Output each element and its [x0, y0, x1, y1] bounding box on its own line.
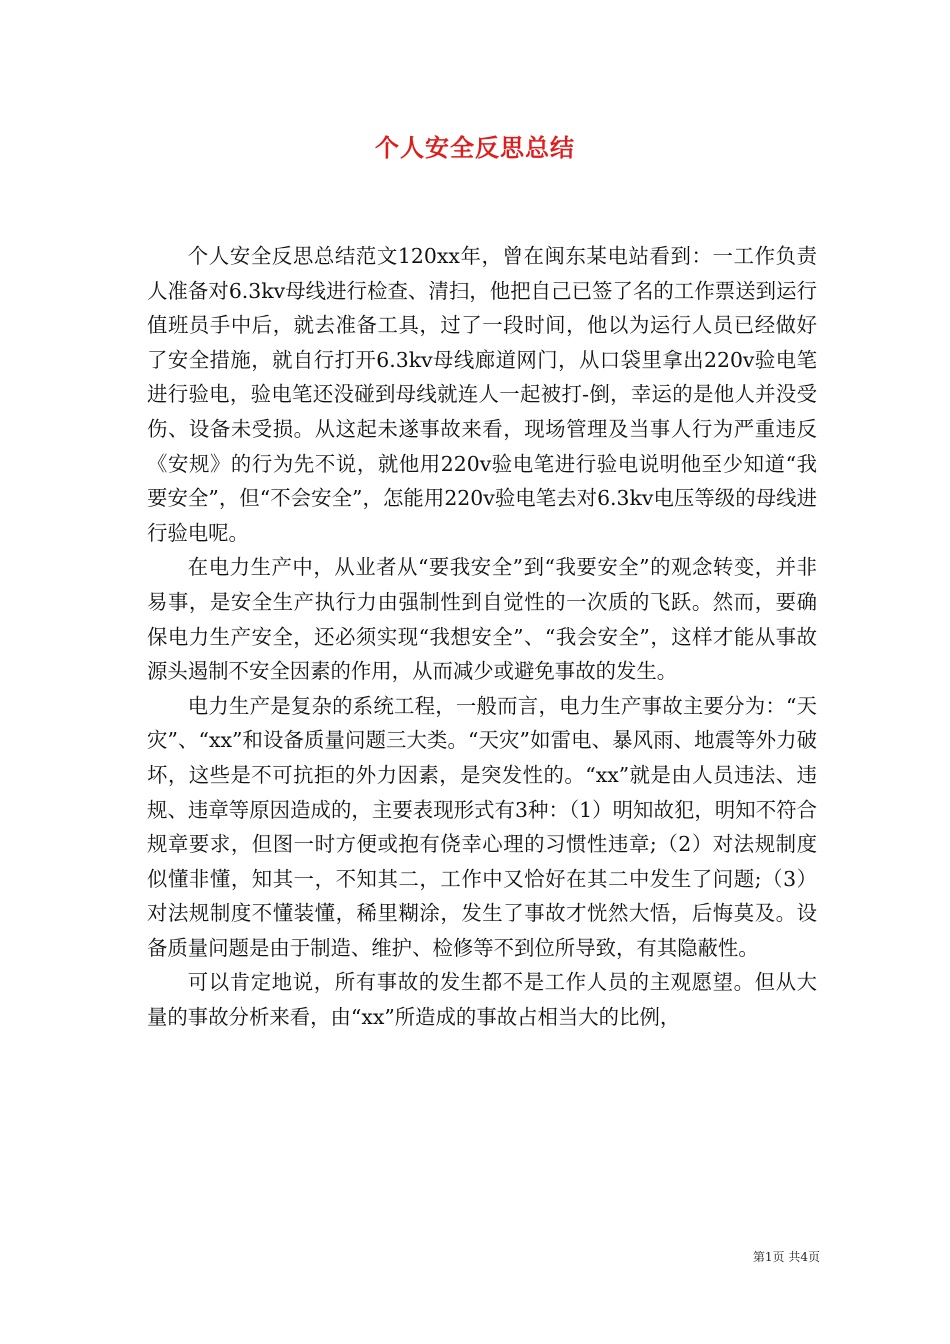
- paragraph-3: 电力生产是复杂的系统工程，一般而言，电力生产事故主要分为：“天灾”、“xx”和设备质量问题三大类。“天灾”如雷电、暴风雨、地震等外力破坏，这些是不可抗拒的外力因素，是突发性的。“xx”就是由人员违法、违规、违章等原因造成的，主要表现形式有3种：（1）明知故犯，明知不符合规章要求，但图一时方便或抱有侥幸心理的习惯性违章;（2）对法规制度似懂非懂，知其一，不知其二，工作中又恰好在其二中发生了问题;（3）对法规制度不懂装懂，稀里糊涂，发生了事故才恍然大悟，后悔莫及。设备质量问题是由于制造、维护、检修等不到位所导致，有其隐蔽性。: [147, 693, 817, 960]
- paragraph-2: 在电力生产中，从业者从“要我安全”到“我要安全”的观念转变，并非易事，是安全生产执行力由强制性到自觉性的一次质的飞跃。然而，要确保电力生产安全，还必须实现“我想安全”、“我会安全”，这样才能从事故源头遏制不安全因素的作用，从而减少或避免事故的发生。: [147, 555, 817, 684]
- document-title: 个人安全反思总结: [375, 133, 575, 162]
- page-number: 第1页 共4页: [752, 1250, 820, 1264]
- paragraph-4: 可以肯定地说，所有事故的发生都不是工作人员的主观愿望。但从大量的事故分析来看，由“xx”所造成的事故占相当大的比例，: [147, 970, 817, 1030]
- paragraph-1: 个人安全反思总结范文120xx年，曾在闽东某电站看到：一工作负责人准备对6.3kv母线进行检查、清扫，他把自己已签了名的工作票送到运行值班员手中后，就去准备工具，过了一段时间，他以为运行人员已经做好了安全措施，就自行打开6.3kv母线廊道网门，从口袋里拿出220v验电笔进行验电，验电笔还没碰到母线就连人一起被打-倒，幸运的是他人并没受伤、设备未受损。从这起未遂事故来看，现场管理及当事人行为严重违反《安规》的行为先不说，就他用220v验电笔进行验电说明他至少知道“我要安全”，但“不会安全”，怎能用220v验电笔去对6.3kv电压等级的母线进行验电呢。: [147, 244, 817, 545]
- document-body: [147, 239, 817, 1035]
